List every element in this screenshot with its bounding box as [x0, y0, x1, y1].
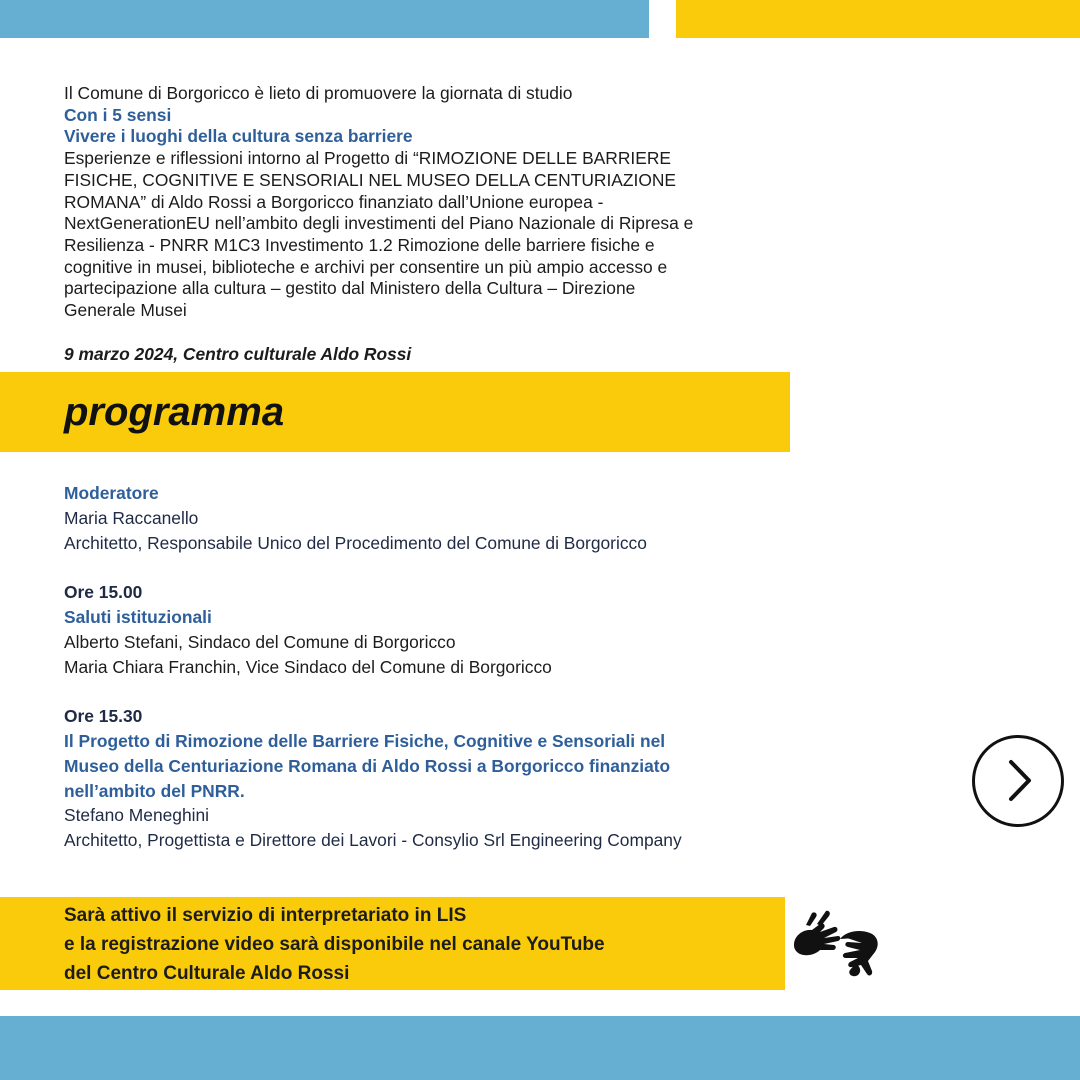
intro-section — [64, 83, 794, 322]
sign-language-icon — [790, 905, 882, 981]
top-yellow-bar — [676, 0, 1080, 38]
event-date: 9 marzo 2024, Centro culturale Aldo Rossi — [64, 344, 412, 364]
programma-band — [0, 372, 790, 452]
lis-notice: Sarà attivo il servizio di interpretariato in LIS e la registrazione video sarà disponibile nel canale YouTube del Centro Culturale Aldo Rossi — [64, 905, 605, 984]
intro-body: Esperienze e riflessioni intorno al Progetto di “RIMOZIONE DELLE BARRIERE FISICHE, COGNITIVE E SENSORIALI NEL MUSEO DELLA CENTURIAZIONE ROMANA” di Aldo Rossi a Borgoricco finanziato dall’Unione europea - NextGenerationEU nell’ambito degli investimenti del Piano Nazionale di Ripresa e Resilienza - PNRR M1C3 Investimento 1.2 Rimozione delle barriere fisiche e cognitive in musei, biblioteche e archivi per consentire un più ampio accesso e partecipazione alla cultura – gestito dal Ministero della Cultura – Direzione Generale Musei — [64, 148, 694, 321]
moderator-name: Maria Raccanello — [64, 507, 199, 528]
moderator-role: Architetto, Responsabile Unico del Procedimento del Comune di Borgoricco — [64, 532, 647, 553]
greetings-block — [64, 580, 804, 679]
programma-title: programma — [64, 390, 285, 434]
lis-notice-band — [0, 897, 785, 990]
greetings-speaker-2: Maria Chiara Franchin, Vice Sindaco del Comune di Borgoricco — [64, 656, 552, 677]
project-talk-block — [64, 704, 804, 853]
event-subtitle: Vivere i luoghi della cultura senza barriere — [64, 126, 413, 147]
top-blue-bar — [0, 0, 649, 38]
bottom-blue-bar — [0, 1016, 1080, 1080]
next-button[interactable] — [972, 735, 1064, 827]
chevron-right-icon — [975, 738, 1060, 823]
project-talk-title-line-2: Museo della Centuriazione Romana di Aldo Rossi a Borgoricco finanziato — [64, 755, 671, 776]
moderator-label: Moderatore — [64, 483, 159, 503]
intro-opening: Il Comune di Borgoricco è lieto di promuovere la giornata di studio — [64, 83, 573, 103]
program-section — [64, 481, 804, 853]
project-talk-role: Architetto, Progettista e Direttore dei Lavori - Consylio Srl Engineering Company — [64, 830, 682, 851]
project-talk-title-line-3: nell’ambito del PNRR. — [64, 780, 245, 801]
greetings-time: Ore 15.00 — [64, 582, 143, 603]
greetings-title: Saluti istituzionali — [64, 606, 212, 627]
moderator-block — [64, 481, 804, 555]
event-title: Con i 5 sensi — [64, 104, 172, 125]
greetings-speaker-1: Alberto Stefani, Sindaco del Comune di Borgoricco — [64, 631, 456, 652]
project-talk-speaker: Stefano Meneghini — [64, 805, 210, 826]
project-talk-time: Ore 15.30 — [64, 706, 143, 727]
project-talk-title-line-1: Il Progetto di Rimozione delle Barriere Fisiche, Cognitive e Sensoriali nel — [64, 730, 666, 751]
